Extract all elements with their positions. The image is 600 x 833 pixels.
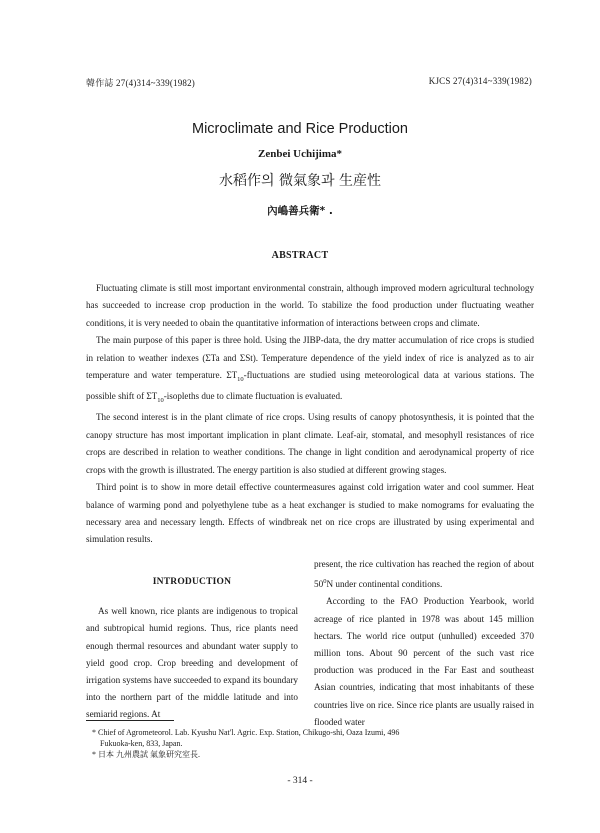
left-column — [86, 574, 298, 724]
abstract-paragraph-4: Third point is to show in more detail effective countermeasures against cold irrigation water and cool summer. Heat balance of warming pond and polyethylene tube as a heat exchanger is studied to make nomograms for evaluating the necessary area and necessary length. Effects of windbreak net on rice crops are illustrated by using experimental and simulation results. — [86, 482, 534, 545]
abstract-p2-subscript-2: 10 — [157, 397, 164, 405]
abstract-paragraph-1: Fluctuating climate is still most important environmental constrain, although improved modern agricultural technology has succeeded to increase crop production in the world. To stabilize the food production under fluctuating weather conditions, it is very needed to obain the quantitative information of interactions between crops and climate. — [86, 283, 534, 328]
introduction-heading: INTRODUCTION — [152, 577, 232, 587]
footnote-divider — [86, 720, 174, 721]
author-name: Zenbei Uchijima* — [257, 148, 343, 160]
abstract-paragraph-2 — [86, 332, 534, 409]
footnote-1-continued: Fukuoka-ken, 833, Japan. — [100, 739, 183, 749]
page-number: - 314 - — [287, 776, 313, 786]
footnote-2: * 日本 九州農試 氣象研究室長. — [92, 750, 200, 760]
introduction-right-paragraph-2: According to the FAO Production Yearbook, world acreage of rice planted in 1978 was about 145 million hectars. The world rice output (unhulled) exceeded 370 million tons. About 90 percent of the such vast rice production was produced in the Far East and southeast Asian countries, indicating that most inhabitants of these countries live on rice. Since rice plants are usually raised in flooded water — [314, 596, 534, 727]
abstract-body — [86, 280, 534, 549]
journal-header-english: KJCS 27(4)314~339(1982) — [428, 76, 532, 86]
right-column — [314, 556, 534, 731]
introduction-right-paragraph-1 — [314, 556, 534, 593]
abstract-paragraph-3: The second interest is in the plant climate of rice crops. Using results of canopy photosynthesis, it is pointed that the canopy structure has most important implication in plant climate. Leaf-air, stomatal, and mesophyll resistances of rice crops are described in relation to weather conditions. The change in light condition and aerodynamical property of rice crops with the growth is illustrated. The energy partition is also studied at different growing stages. — [86, 412, 534, 475]
paper-title: Microclimate and Rice Production — [192, 121, 408, 137]
intro-right-p1-superscript: 0 — [323, 578, 327, 586]
abstract-p2-part-b: -fluctuations are studied using meteorological data at various stations. The possible shift of ΣT — [86, 370, 534, 402]
korean-title: 水稻作의 微氣象과 生産性 — [219, 173, 381, 189]
footnotes — [92, 727, 532, 761]
abstract-heading: ABSTRACT — [271, 250, 329, 261]
abstract-p2-part-c: -isopleths due to climate fluctuation is evaluated. — [163, 391, 343, 402]
intro-right-p1-part-a: present, the rice cultivation has reached the region of about 50 — [314, 559, 534, 590]
abstract-p2-subscript-1: 10 — [237, 375, 244, 383]
footnote-1: * Chief of Agrometeorol. Lab. Kyushu Nat'l. Agric. Exp. Station, Chikugo-shi, Oaza Izumi, 496 — [92, 728, 400, 737]
intro-right-p1-part-b: N under continental conditions. — [326, 579, 443, 590]
abstract-p2-part-a: The main purpose of this paper is three hold. Using the JIBP-data, the dry matter accumulation of rice crops is studied in relation to weather indexes (ΣTa and ΣSt). Temperature dependence of the yield index of rice is analyzed as to air temperature and water temperature. ΣT — [86, 335, 534, 381]
korean-author: 內嶋善兵衛* . — [267, 205, 333, 217]
journal-header-korean: 韓作誌 27(4)314~339(1982) — [86, 78, 196, 88]
introduction-left-paragraph: As well known, rice plants are indigenous to tropical and subtropical humid regions. Thus, rice plants need enough thermal resources and abundant water supply to yield good crop. Crop breeding and development of irrigation systems have succeeded to expand its boundary into the northern part of the middle latitude and into semiarid regions. At — [86, 606, 298, 720]
